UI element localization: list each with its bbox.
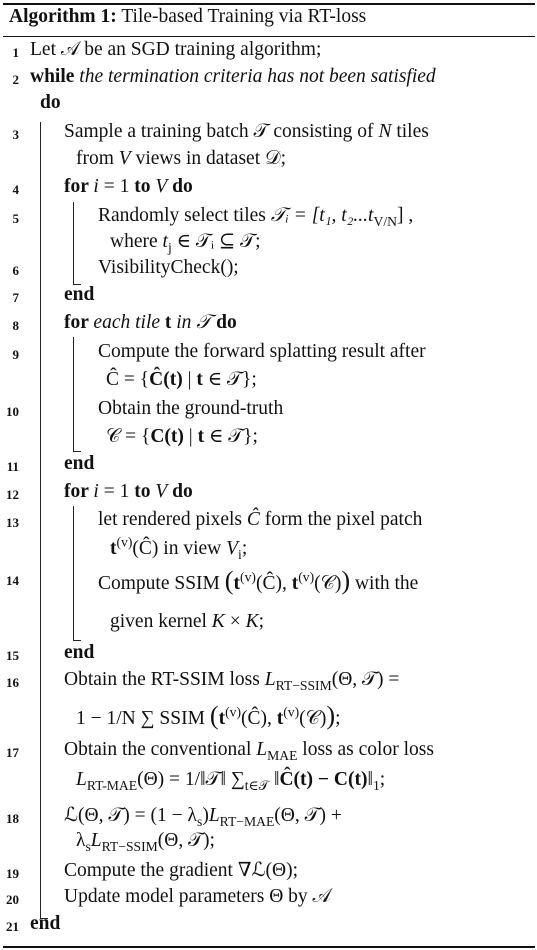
line-segment: ∑	[225, 769, 245, 790]
line-segment: (v)	[283, 704, 300, 720]
algorithm-line	[64, 861, 298, 881]
line-segment: 1	[372, 777, 380, 793]
line-segment: V	[155, 176, 168, 197]
algorithm-line	[30, 40, 321, 60]
algorithm-line	[76, 703, 341, 729]
algorithm-line	[64, 482, 193, 502]
line-segment: ;	[379, 769, 386, 790]
for2-scope-bar	[73, 337, 74, 451]
line-segment: for	[64, 312, 94, 333]
line-segment: s	[85, 838, 91, 854]
line-segment: V	[118, 148, 131, 169]
line-segment: L	[256, 739, 268, 760]
line-number: 2	[12, 72, 19, 87]
line-segment: to	[134, 481, 156, 502]
line-segment: (Ĉ),	[255, 573, 292, 594]
line-segment: Ĉ(t)	[149, 369, 183, 390]
line-segment: (Θ, 𝒯) =	[331, 669, 400, 690]
algorithm-line	[110, 612, 264, 632]
line-segment: views in dataset	[130, 148, 266, 169]
line-segment: Ĉ = {	[106, 369, 150, 390]
top-rule	[3, 3, 535, 5]
line-segment: form the pixel patch	[259, 509, 423, 530]
algorithm-line	[64, 643, 94, 663]
line-segment: Compute the forward splatting result after	[98, 341, 426, 362]
line-segment: t	[291, 573, 299, 594]
line-number: 8	[12, 318, 19, 333]
line-segment: K	[245, 611, 259, 632]
algorithm-line	[98, 568, 418, 594]
line-segment: V	[226, 538, 239, 559]
line-segment: s	[197, 813, 203, 829]
line-segment: L	[76, 769, 87, 790]
algorithm-line	[76, 769, 386, 793]
line-segment: (Θ, 𝒯);	[157, 830, 215, 851]
line-segment: L	[264, 669, 276, 690]
line-segment: (Θ) =	[137, 769, 185, 790]
line-segment: Obtain the RT-SSIM loss	[64, 669, 265, 690]
line-number: 6	[12, 263, 19, 278]
line-segment: t	[218, 708, 226, 729]
algorithm-line	[64, 177, 193, 197]
line-segment: t	[197, 426, 205, 447]
line-segment: (𝒞)	[299, 708, 327, 729]
line-segment: MAE	[267, 747, 298, 763]
line-segment: Ĉ	[246, 509, 260, 530]
line-number: 17	[6, 745, 19, 760]
line-segment: (Ĉ) in view	[132, 538, 227, 559]
line-segment: N	[378, 121, 392, 142]
line-segment: ∈ 𝒯};	[202, 369, 257, 390]
line-segment: V	[155, 481, 168, 502]
for3-scope-end	[73, 640, 81, 641]
line-number: 5	[12, 211, 19, 226]
line-segment: )	[341, 566, 351, 595]
line-segment: (v)	[225, 704, 241, 720]
line-segment: end	[64, 453, 95, 474]
line-segment: do	[167, 481, 193, 502]
algorithm-line	[64, 887, 331, 907]
line-segment: = 1	[98, 176, 135, 197]
line-segment: (v)	[298, 569, 315, 585]
line-number: 7	[12, 290, 19, 305]
line-segment: 1 −	[76, 708, 107, 729]
line-segment: to	[134, 176, 156, 197]
algorithm-line	[76, 830, 215, 854]
line-number: 14	[6, 573, 19, 588]
line-number: 21	[6, 919, 19, 934]
algorithm-line	[106, 427, 258, 447]
line-segment: end	[30, 913, 61, 934]
line-segment: do	[40, 92, 61, 113]
line-segment: ‖	[367, 769, 373, 790]
line-segment: Sample a training batch	[64, 121, 254, 142]
line-segment: 𝒜	[60, 39, 80, 60]
line-segment: 1/‖𝒯‖	[184, 769, 226, 790]
line-segment: end	[64, 642, 95, 663]
line-segment: ;	[280, 148, 286, 169]
line-segment: L	[208, 805, 220, 826]
line-segment: 1/N	[106, 708, 136, 729]
line-segment: ;	[335, 708, 341, 729]
algorithm-line	[64, 669, 400, 693]
line-segment: for	[64, 481, 94, 502]
algorithm-line	[64, 285, 94, 305]
line-segment: consisting of	[268, 121, 379, 142]
line-segment: (	[209, 701, 219, 730]
line-segment: t	[110, 538, 117, 559]
line-segment: RT−SSIM	[101, 838, 158, 854]
line-segment: )	[202, 805, 209, 826]
line-segment: ∑ SSIM	[135, 708, 210, 729]
line-number: 12	[6, 487, 19, 502]
algorithm-label: Algorithm 1:	[9, 6, 117, 27]
line-segment: t	[164, 312, 172, 333]
algorithm-line	[64, 739, 434, 763]
line-segment: (v)	[116, 534, 133, 550]
bottom-rule	[3, 946, 535, 948]
line-segment: λ	[76, 830, 86, 851]
line-segment: ∈ 𝒯};	[204, 426, 258, 447]
line-segment: t	[196, 369, 203, 390]
line-segment: 𝒟	[265, 148, 281, 169]
line-segment: do	[216, 312, 237, 333]
line-segment: with the	[350, 573, 419, 594]
while-scope-bar	[40, 122, 41, 918]
line-segment: j	[167, 239, 172, 255]
line-segment: Compute the gradient ∇ℒ(Θ);	[64, 860, 298, 881]
line-segment: 𝒞 = {	[106, 426, 151, 447]
line-segment: ×	[224, 611, 246, 632]
line-number: 18	[6, 811, 19, 826]
line-segment: i	[238, 546, 242, 562]
algorithm-line	[110, 534, 248, 562]
for1-scope-bar	[73, 202, 74, 284]
line-segment: |	[183, 426, 198, 447]
algorithm-line	[98, 342, 426, 362]
algorithm-line	[30, 67, 436, 87]
line-segment: 𝒯	[253, 121, 269, 142]
line-segment: where	[110, 231, 163, 252]
line-segment: Compute SSIM	[98, 573, 225, 594]
line-number: 19	[6, 866, 19, 881]
algorithm-line	[98, 399, 283, 419]
line-segment: ℒ(Θ, 𝒯) = (1 − λ	[64, 805, 197, 826]
line-segment: = 1	[98, 481, 135, 502]
line-segment: the termination criteria has not been satisfied	[79, 66, 436, 87]
line-segment: loss as color loss	[297, 739, 434, 760]
algorithm-line	[64, 313, 237, 333]
line-segment: in 𝒯	[171, 312, 217, 333]
algorithm-line	[98, 205, 414, 229]
algorithm-caption: Tile-based Training via RT-loss	[121, 6, 367, 27]
line-segment: t	[276, 708, 284, 729]
line-number: 13	[6, 515, 19, 530]
line-segment: Obtain the conventional	[64, 739, 257, 760]
line-segment: RT−SSIM	[275, 677, 332, 693]
line-segment: tiles	[391, 121, 429, 142]
line-segment: V/N	[373, 213, 397, 229]
for2-scope-end	[73, 451, 81, 452]
title-rule	[3, 36, 535, 37]
algorithm-line	[76, 149, 286, 169]
line-segment: i	[93, 481, 99, 502]
line-segment: RT-MAE	[86, 777, 138, 793]
algorithm-line	[30, 914, 60, 934]
for3-scope-bar	[73, 506, 74, 640]
line-number: 11	[6, 459, 19, 474]
line-segment: L	[90, 830, 102, 851]
line-segment: ;	[258, 611, 264, 632]
line-segment: VisibilityCheck();	[98, 257, 239, 278]
line-segment: while	[30, 66, 80, 87]
line-segment: K	[211, 611, 225, 632]
algorithm-line	[110, 231, 261, 255]
line-segment: (Θ, 𝒯) +	[274, 805, 342, 826]
line-number: 16	[6, 675, 19, 690]
line-segment: Randomly select tiles	[98, 205, 271, 226]
line-number: 1	[12, 45, 19, 60]
algorithm-line	[98, 510, 422, 530]
line-segment: (	[224, 566, 234, 595]
line-segment: RT−MAE	[219, 813, 275, 829]
algorithm-line	[64, 805, 342, 829]
line-segment: given kernel	[110, 611, 212, 632]
algorithm-line	[40, 93, 61, 113]
line-segment: ;	[241, 538, 248, 559]
line-segment: ∈ 𝒯ᵢ ⊆ 𝒯;	[171, 231, 261, 252]
line-segment: t∈𝒯	[244, 777, 270, 793]
line-segment: ‖	[269, 769, 280, 790]
line-segment: )	[326, 701, 336, 730]
algorithm-line	[98, 258, 239, 278]
line-segment: 𝒯ᵢ = [t₁, t₂...t	[270, 205, 374, 226]
line-segment: end	[64, 284, 95, 305]
algorithm-line	[106, 370, 257, 390]
line-segment: 𝒜	[312, 886, 331, 907]
line-number: 15	[6, 648, 19, 663]
line-segment: i	[93, 176, 99, 197]
line-segment: C(t)	[150, 426, 184, 447]
line-segment: each tile	[93, 312, 165, 333]
line-segment: ] ,	[396, 205, 414, 226]
line-number: 20	[6, 892, 19, 907]
line-segment: (𝒞)	[314, 573, 342, 594]
line-segment: Let	[30, 39, 61, 60]
line-segment: from	[76, 148, 119, 169]
line-segment: let rendered pixels	[98, 509, 247, 530]
line-number: 4	[12, 182, 19, 197]
line-number: 3	[12, 127, 19, 142]
algorithm-line	[64, 122, 429, 142]
algorithm-title	[9, 6, 366, 28]
line-segment: (Ĉ),	[240, 708, 277, 729]
line-segment: do	[167, 176, 193, 197]
line-number: 9	[12, 347, 19, 362]
algorithm-line	[64, 454, 94, 474]
line-segment: |	[182, 369, 197, 390]
line-segment: t	[233, 573, 241, 594]
line-number: 10	[6, 404, 19, 419]
line-segment: for	[64, 176, 94, 197]
line-segment: Obtain the ground-truth	[98, 398, 284, 419]
line-segment: (v)	[240, 569, 256, 585]
line-segment: t	[162, 231, 168, 252]
line-segment: Update model parameters Θ by	[64, 886, 313, 907]
line-segment: be an SGD training algorithm;	[79, 39, 322, 60]
line-segment: Ĉ(t) − C(t)	[279, 769, 368, 790]
